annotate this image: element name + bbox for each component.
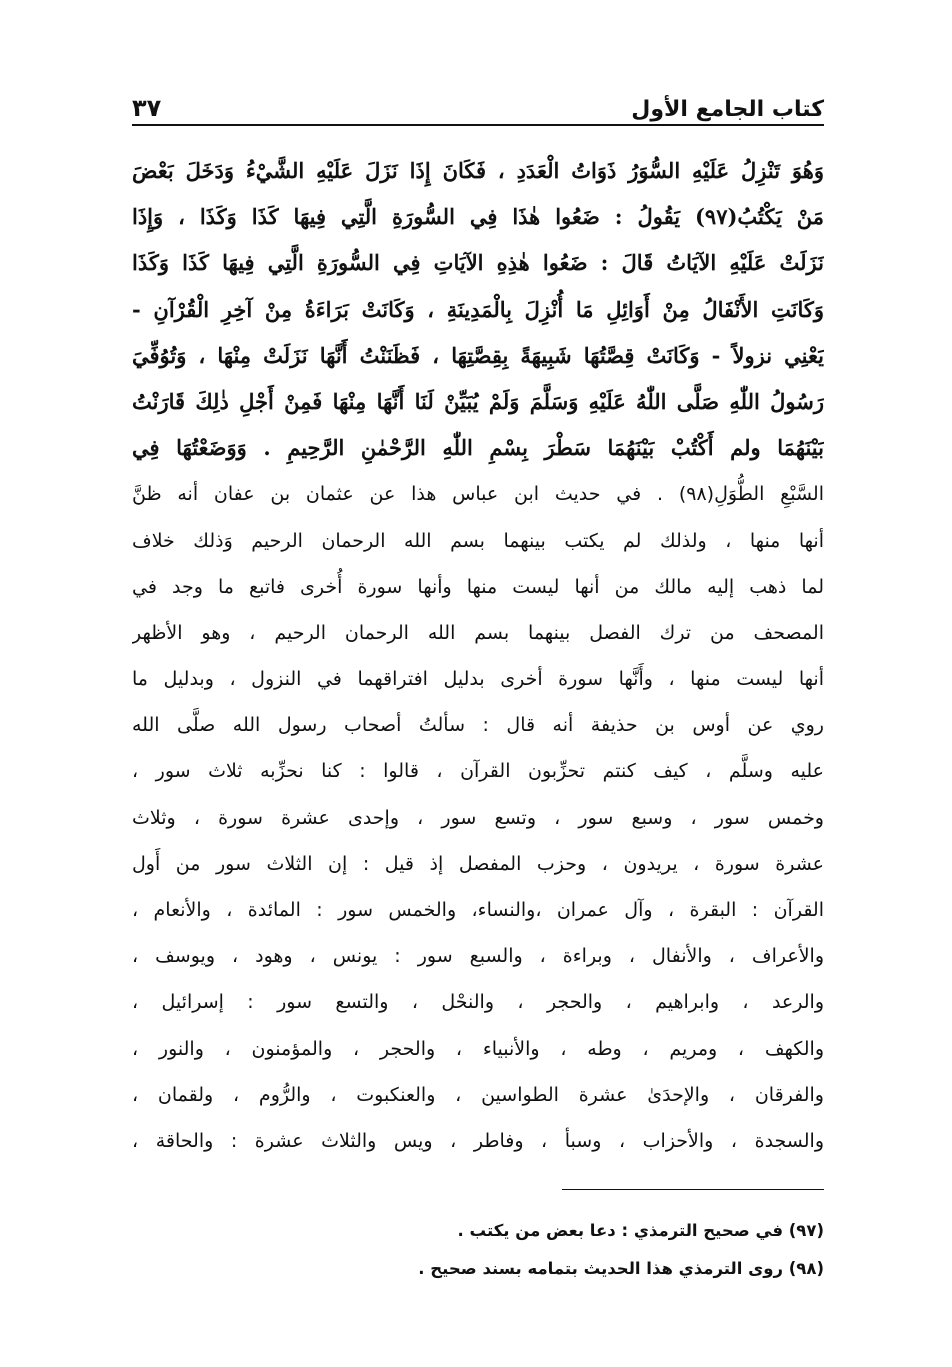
text-line: والسجدة ، والأحزاب ، وسبأ ، وفاطر ، ويس والثلاث عشرة : والحاقة ، [132, 1129, 824, 1152]
header-rule [132, 124, 824, 126]
footnotes [132, 1212, 824, 1288]
text-line: والأعراف ، والأنفال ، وبراءة ، والسبع سور : يونس ، وهود ، ويوسف ، [132, 945, 824, 968]
text-line: السَّبْعِ الطُّوَلِ(٩٨) . في حديث ابن عباس هذا عن عثمان بن عفان أنه ظنَّ [132, 483, 824, 506]
text-line: وَهُوَ تَنْزِلُ عَلَيْهِ السُّوَرُ ذَوَاتُ الْعَدَدِ ، فَكَانَ إِذَا نَزَلَ عَلَيْهِ الشَّيْءُ وَدَخَلَ بَعْضَ [132, 158, 824, 183]
text-line: القرآن : البقرة ، وآل عمران ،والنساء، والخمس سور : المائدة ، والأنعام ، [132, 899, 824, 921]
text-line: نَزَلَتْ عَلَيْهِ الآيَاتُ قَالَ : ضَعُوا هٰذِهِ الآيَاتِ فِي السُّورَةِ الَّتِي فِيهَا كَذَا وَكَذَا [132, 250, 824, 276]
footnote-97: (٩٧) في صحيح الترمذي : دعا بعض من يكتب . [457, 1221, 824, 1240]
text-line: لما ذهب إليه مالك من أنها ليست منها وأنها سورة أُخرى فاتبع ما وجد في [132, 575, 824, 598]
text-line: مَنْ يَكْتُبُ(٩٧) يَقُولُ : ضَعُوا هٰذَا فِي السُّورَةِ الَّتِي فِيهَا كَذَا وَكَذَا ، وَإِذَا [132, 204, 824, 230]
text-line: والفرقان ، والإحدَىٰ عشرة الطواسين ، والعنكبوت ، والرُّوم ، ولقمان ، [132, 1083, 824, 1106]
text-line: رَسُولُ اللّٰهِ صَلَّى اللّٰهُ عَلَيْهِ وَسَلَّمَ وَلَمْ يُبَيِّنْ لَنَا أَنَّهَا مِنْهَا فَمِنْ أَجْلِ ذٰلِكَ قَارَنْتُ [132, 388, 824, 414]
text-line: روي عن أوس بن حذيفة أنه قال : سألتُ أصحاب رسول الله صلَّى الله [132, 714, 824, 737]
text-line: والرعد ، وابراهيم ، والحجر ، والنحْل ، والتسع سور : إسرائيل ، [132, 991, 824, 1014]
running-header [132, 80, 824, 122]
text-line: أنها منها ، ولذلك لم يكتب بينهما بسم الله الرحمان الرحيم وَذلك خلاف [132, 529, 824, 552]
text-line: عليه وسلَّم ، كيف كنتم تحزِّبون القرآن ، قالوا : كنا نحزِّبه ثلاث سور ، [132, 760, 824, 783]
text-line: عشرة سورة ، يريدون ، وحزب المفصل إذ قيل : إن الثلاث سور من أَول [132, 852, 824, 875]
text-line: والكهف ، ومريم ، وطه ، والأنبياء ، والحجر ، والمؤمنون ، والنور ، [132, 1037, 824, 1060]
footnote-separator [562, 1189, 824, 1190]
header-title: كتاب الجامع الأول [631, 97, 824, 122]
body-text [132, 148, 824, 1164]
text-line: أنها ليست منها ، وأَنَّها سورة أخرى بدليل افتراقهما في النزول ، وبدليل ما [132, 668, 824, 691]
text-line: بَيْنَهُمَا ولم أَكْتُبْ بَيْنَهُمَا سَطْرَ بِسْمِ اللّٰهِ الرَّحْمٰنِ الرَّحِيمِ . وَوَضَعْتُهَا فِي [132, 435, 824, 461]
text-line: وَكَانَتِ الأَنْفَالُ مِنْ أَوَائِلِ مَا أُنْزِلَ بِالْمَدِينَةِ ، وَكَانَتْ بَرَاءَةُ مِنْ آخِرِ الْقُرْآنِ - [132, 296, 824, 322]
text-line: المصحف من ترك الفصل بينهما بسم الله الرحمان الرحيم ، وهو الأظهر [132, 621, 824, 644]
text-line: يَعْنِي نزولاً - وَكَانَتْ قِصَّتُهَا شَبِيهَةً بِقِصَّتِهَا ، فَظَنَنْتُ أَنَّهَا نَزَلَتْ مِنْهَا ، وَتُوُفِّيَ [132, 342, 824, 368]
footnote-98: (٩٨) روى الترمذي هذا الحديث بتمامه بسند صحيح . [418, 1259, 824, 1278]
text-line: وخمس سور ، وسبع سور ، وتسع سور ، وإحدى عشرة سورة ، وثلاث [132, 806, 824, 829]
page-number: ٣٧ [132, 94, 162, 122]
